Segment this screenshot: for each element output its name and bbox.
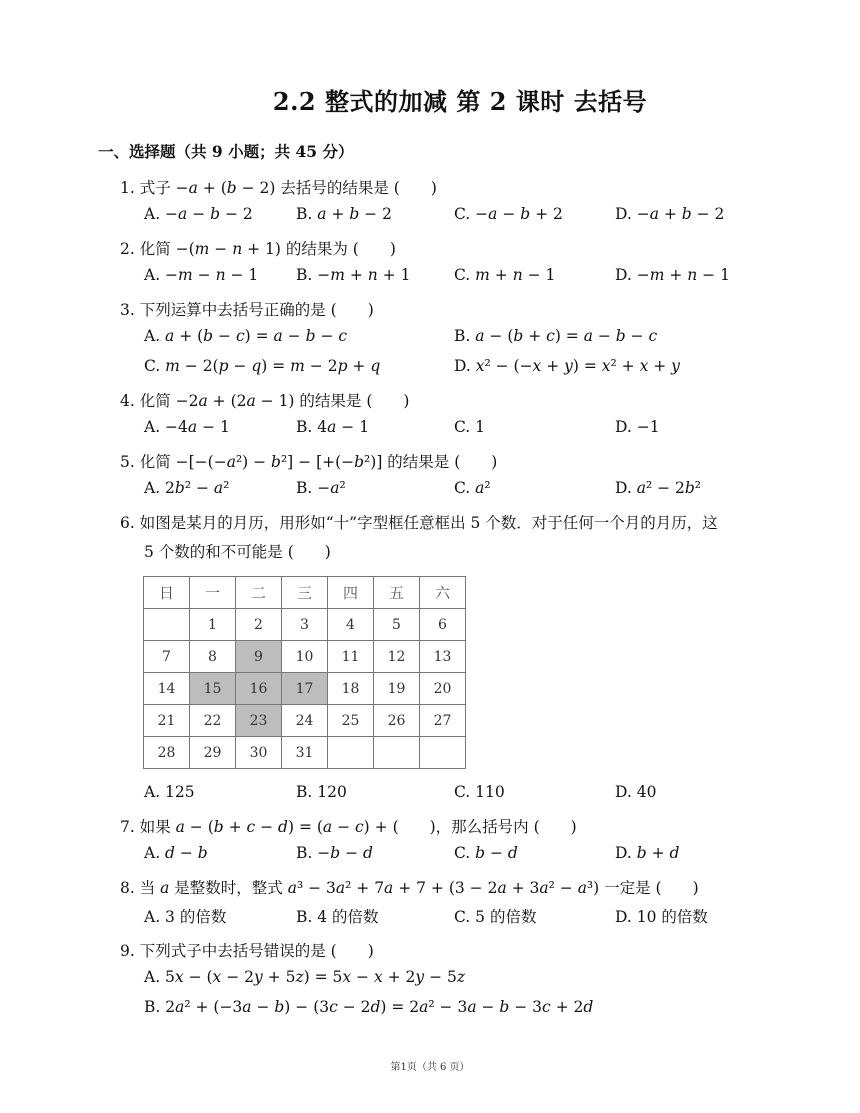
question-4-option-c[interactable]: C. 1	[454, 418, 486, 436]
question-2-option-c[interactable]: C. 𝑚 + 𝑛 − 1	[454, 266, 556, 284]
question-4-stem: 4. 化简 −2𝑎 + (2𝑎 − 1) 的结果是 ( )	[120, 392, 410, 410]
question-5-option-b[interactable]: B. −𝑎²	[296, 479, 346, 497]
question-8-options	[144, 905, 844, 927]
calendar-header-cell: 一	[190, 577, 236, 609]
calendar-row	[144, 737, 466, 769]
page-footer: 第1页（共 6 页）	[390, 1062, 470, 1073]
question-1-options	[144, 205, 844, 227]
question-7-stem: 7. 如果 𝑎 − (𝑏 + 𝑐 − 𝑑) = (𝑎 − 𝑐) + ( )，那么括号内 ( )	[120, 818, 577, 836]
question-7-option-d[interactable]: D. 𝑏 + 𝑑	[615, 844, 680, 862]
calendar-cell: 18	[328, 673, 374, 705]
calendar-cell: 13	[420, 641, 466, 673]
question-3-option-a[interactable]: A. 𝑎 + (𝑏 − 𝑐) = 𝑎 − 𝑏 − 𝑐	[144, 327, 348, 345]
question-7-option-a[interactable]: A. 𝑑 − 𝑏	[144, 844, 208, 862]
question-4-options	[144, 418, 844, 440]
calendar-cell: 29	[190, 737, 236, 769]
question-6-stem-line2: 5 个数的和不可能是 ( )	[144, 543, 331, 561]
calendar-cell	[328, 737, 374, 769]
calendar-cell: 1	[190, 609, 236, 641]
calendar-cell: 3	[282, 609, 328, 641]
question-6-option-a[interactable]: A. 125	[144, 783, 195, 801]
question-9-options-row1	[144, 968, 844, 990]
calendar-row	[144, 705, 466, 737]
calendar-cell	[420, 737, 466, 769]
calendar-cell: 31	[282, 737, 328, 769]
calendar-table	[143, 576, 466, 769]
question-2-options	[144, 266, 844, 288]
question-6-option-d[interactable]: D. 40	[615, 783, 657, 801]
question-9-option-a[interactable]: A. 5𝑥 − (𝑥 − 2𝑦 + 5𝑧) = 5𝑥 − 𝑥 + 2𝑦 − 5𝑧	[144, 968, 466, 986]
question-6-option-b[interactable]: B. 120	[296, 783, 347, 801]
question-3-stem: 3. 下列运算中去括号正确的是 ( )	[120, 301, 374, 319]
calendar-cell: 8	[190, 641, 236, 673]
question-5-option-d[interactable]: D. 𝑎² − 2𝑏²	[615, 479, 702, 497]
calendar-cell: 2	[236, 609, 282, 641]
question-6-options	[144, 783, 844, 805]
calendar-cell: 10	[282, 641, 328, 673]
calendar-header-row	[144, 577, 466, 609]
calendar-row	[144, 641, 466, 673]
question-1-option-c[interactable]: C. −𝑎 − 𝑏 + 2	[454, 205, 563, 223]
question-2-option-b[interactable]: B. −𝑚 + 𝑛 + 1	[296, 266, 411, 284]
calendar-row	[144, 609, 466, 641]
question-8-option-c[interactable]: C. 5 的倍数	[454, 908, 537, 926]
question-4-option-a[interactable]: A. −4𝑎 − 1	[144, 418, 230, 436]
calendar-cell: 5	[374, 609, 420, 641]
calendar-cell: 30	[236, 737, 282, 769]
question-7-option-c[interactable]: C. 𝑏 − 𝑑	[454, 844, 518, 862]
calendar-header-cell: 三	[282, 577, 328, 609]
question-7-option-b[interactable]: B. −𝑏 − 𝑑	[296, 844, 373, 862]
calendar-row	[144, 673, 466, 705]
calendar-cell: 11	[328, 641, 374, 673]
calendar-cell: 17	[282, 673, 328, 705]
calendar-cell: 21	[144, 705, 190, 737]
calendar-cell: 24	[282, 705, 328, 737]
calendar-cell: 23	[236, 705, 282, 737]
calendar-cell: 4	[328, 609, 374, 641]
calendar-cell: 15	[190, 673, 236, 705]
question-2-option-d[interactable]: D. −𝑚 + 𝑛 − 1	[615, 266, 730, 284]
question-8-option-b[interactable]: B. 4 的倍数	[296, 908, 379, 926]
question-9-option-b[interactable]: B. 2𝑎² + (−3𝑎 − 𝑏) − (3𝑐 − 2𝑑) = 2𝑎² − 3𝑎 − 𝑏 − 3𝑐 + 2𝑑	[144, 998, 594, 1016]
section-heading: 一、选择题（共 9 小题；共 45 分）	[98, 142, 354, 161]
calendar-cell: 27	[420, 705, 466, 737]
calendar-cell: 16	[236, 673, 282, 705]
question-1-option-d[interactable]: D. −𝑎 + 𝑏 − 2	[615, 205, 725, 223]
question-8-stem: 8. 当 𝑎 是整数时，整式 𝑎³ − 3𝑎² + 7𝑎 + 7 + (3 − 2𝑎 + 3𝑎² − 𝑎³) 一定是 ( )	[120, 879, 699, 897]
calendar-cell	[374, 737, 420, 769]
question-5-option-c[interactable]: C. 𝑎²	[454, 479, 491, 497]
question-3-option-b[interactable]: B. 𝑎 − (𝑏 + 𝑐) = 𝑎 − 𝑏 − 𝑐	[454, 327, 658, 345]
question-1-option-b[interactable]: B. 𝑎 + 𝑏 − 2	[296, 205, 392, 223]
question-3-options-row1	[144, 327, 844, 349]
calendar-header-cell: 日	[144, 577, 190, 609]
calendar-cell: 19	[374, 673, 420, 705]
calendar-header-cell: 二	[236, 577, 282, 609]
question-9-options-row2	[144, 998, 844, 1020]
calendar-cell: 12	[374, 641, 420, 673]
question-5-options	[144, 479, 844, 501]
calendar-header-cell: 四	[328, 577, 374, 609]
question-2-option-a[interactable]: A. −𝑚 − 𝑛 − 1	[144, 266, 259, 284]
question-6-stem: 6. 如图是某月的月历，用形如“十”字型框任意框出 5 个数．对于任何一个月的月历，这	[120, 514, 718, 532]
question-6-option-c[interactable]: C. 110	[454, 783, 505, 801]
page-title: 2.2 整式的加减 第 2 课时 去括号	[272, 87, 648, 116]
question-4-option-d[interactable]: D. −1	[615, 418, 660, 436]
calendar-cell: 20	[420, 673, 466, 705]
calendar-cell: 22	[190, 705, 236, 737]
question-3-option-d[interactable]: D. 𝑥² − (−𝑥 + 𝑦) = 𝑥² + 𝑥 + 𝑦	[454, 357, 680, 375]
calendar-cell	[144, 609, 190, 641]
calendar-cell: 25	[328, 705, 374, 737]
question-8-option-d[interactable]: D. 10 的倍数	[615, 908, 708, 926]
question-1-option-a[interactable]: A. −𝑎 − 𝑏 − 2	[144, 205, 253, 223]
question-3-option-c[interactable]: C. 𝑚 − 2(𝑝 − 𝑞) = 𝑚 − 2𝑝 + 𝑞	[144, 357, 381, 375]
calendar-header-cell: 六	[420, 577, 466, 609]
question-7-options	[144, 844, 844, 866]
calendar-cell: 6	[420, 609, 466, 641]
calendar-header-cell: 五	[374, 577, 420, 609]
question-3-options-row2	[144, 357, 844, 379]
calendar-cell: 7	[144, 641, 190, 673]
question-2-stem: 2. 化简 −(𝑚 − 𝑛 + 1) 的结果为 ( )	[120, 240, 396, 258]
question-4-option-b[interactable]: B. 4𝑎 − 1	[296, 418, 370, 436]
calendar-cell: 28	[144, 737, 190, 769]
question-5-option-a[interactable]: A. 2𝑏² − 𝑎²	[144, 479, 230, 497]
question-1-stem: 1. 式子 −𝑎 + (𝑏 − 2) 去括号的结果是 ( )	[120, 179, 437, 197]
question-8-option-a[interactable]: A. 3 的倍数	[144, 908, 227, 926]
calendar-cell: 26	[374, 705, 420, 737]
question-9-stem: 9. 下列式子中去括号错误的是 ( )	[120, 942, 374, 960]
question-5-stem: 5. 化简 −[−(−𝑎²) − 𝑏²] − [+(−𝑏²)] 的结果是 ( )	[120, 453, 498, 471]
calendar-cell: 14	[144, 673, 190, 705]
calendar-cell: 9	[236, 641, 282, 673]
